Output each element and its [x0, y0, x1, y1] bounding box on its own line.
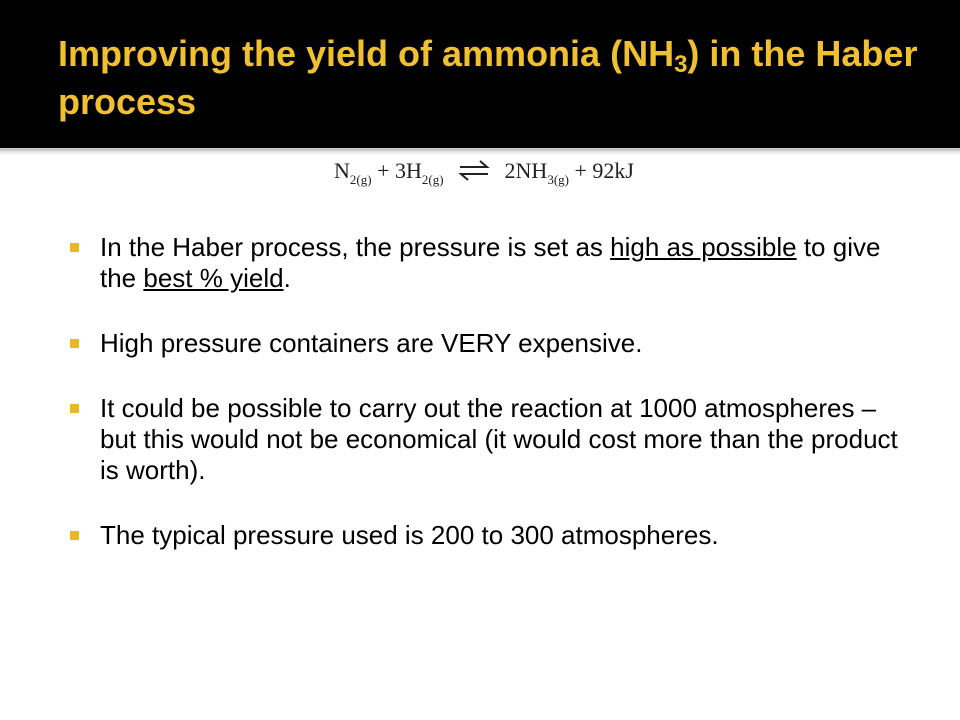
slide-title — [58, 30, 918, 126]
equation-energy: + 92kJ — [568, 158, 634, 183]
bullet-square-icon — [70, 531, 79, 540]
title-text-end: ) in the Haber process — [58, 33, 918, 122]
title-bar — [0, 0, 960, 148]
bullet-square-icon — [70, 339, 79, 348]
bullet-text: The typical pressure used is 200 to 300 atmospheres. — [100, 520, 719, 550]
bullet-text: High pressure containers are VERY expensive. — [100, 328, 643, 358]
bullet-text: . — [283, 263, 291, 293]
title-subscript: 3 — [674, 51, 688, 78]
bullet-square-icon — [70, 404, 79, 413]
bullet-text: In the Haber process, the pressure is set as — [100, 232, 611, 262]
bullet-item — [68, 393, 908, 486]
equation-nitrogen: N — [334, 158, 350, 183]
bullet-text: to give the — [100, 232, 881, 293]
equation-nitrogen-state: 2(g) — [349, 172, 372, 187]
equation-ammonia: 2NH — [504, 158, 548, 183]
equation-ammonia-state: 3(g) — [547, 172, 569, 187]
title-text-start: Improving the yield of ammonia (NH — [58, 33, 675, 74]
equation-hydrogen-state: 2(g) — [421, 172, 444, 187]
bullet-square-icon — [70, 243, 79, 252]
bullet-item — [68, 328, 908, 359]
title-divider-shadow — [0, 151, 960, 155]
underlined-text: high as possible — [610, 232, 797, 262]
bullet-list — [68, 232, 908, 551]
bullet-item — [68, 520, 908, 551]
equilibrium-arrows-icon — [457, 159, 491, 181]
underlined-text: best % yield — [143, 263, 284, 293]
equation-hydrogen: + 3H — [371, 158, 422, 183]
bullet-text: It could be possible to carry out the reaction at 1000 atmospheres – but this would not be economical (it would cost more than the product is worth). — [100, 393, 898, 485]
bullet-item — [68, 232, 908, 294]
haber-equation — [334, 158, 714, 192]
